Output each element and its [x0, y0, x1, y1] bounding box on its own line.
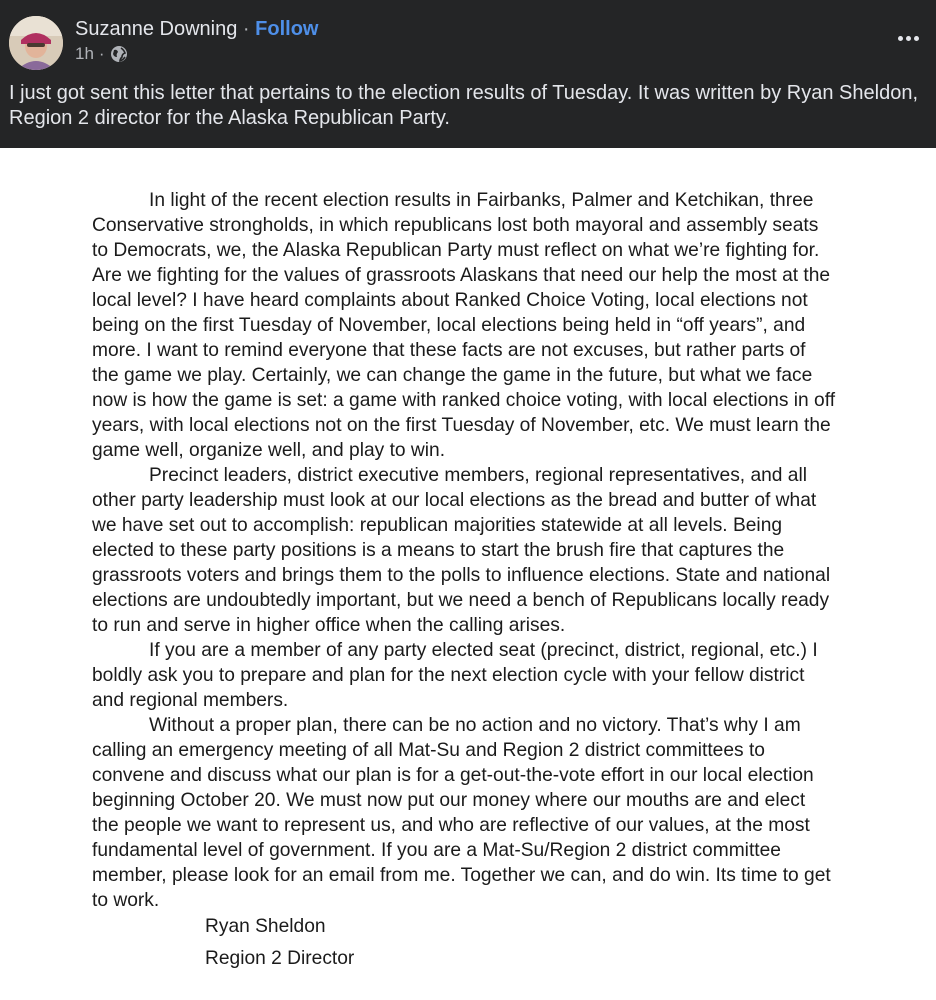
author-line — [75, 16, 318, 42]
globe-icon — [110, 45, 128, 63]
author-name[interactable]: Suzanne Downing — [75, 18, 238, 40]
meta-separator: · — [98, 44, 105, 63]
more-dot — [906, 36, 911, 41]
follow-button[interactable]: Follow — [255, 18, 319, 40]
letter-paragraph-2: Precinct leaders, district executive members, regional representatives, and all other party leadership must look at our local elections as the bread and butter of what we have set out to accomplish: republican majorities statewide at all levels. Being elected to these party positions is a means to start the brush fire that captures the grassroots voters and brings them to the polls to influence elections. State and national elections are undoubtedly important, but we need a bench of Republicans locally ready to run and serve in higher office when the calling arises. — [92, 465, 831, 636]
letter-paragraph-3: If you are a member of any party elected seat (precinct, district, regional, etc.) I boldly ask you to prepare and plan for the next election cycle with your fellow district and regional members. — [92, 640, 818, 711]
post-header — [0, 0, 936, 148]
letter-paragraph-4: Without a proper plan, there can be no action and no victory. That’s why I am calling an emergency meeting of all Mat-Su and Region 2 district committees to convene and discuss what our plan is for a get-out-the-vote effort in our local election beginning October 20. We must now put our money where our mouths are and elect the people we want to represent us, and who are reflective of our values, at the most fundamental level of government. If you are a Mat-Su/Region 2 district committee member, please look for an email from me. Together we can, and do win. Its time to get to work. — [92, 715, 831, 911]
signature-name: Ryan Sheldon — [205, 916, 326, 937]
post-timestamp[interactable]: 1h — [75, 44, 94, 63]
post-caption: I just got sent this letter that pertains to the election results of Tuesday. It was written by Ryan Sheldon, Region 2 director for the Alaska Republican Party. — [9, 82, 918, 129]
post-meta — [75, 42, 128, 66]
more-dot — [898, 36, 903, 41]
more-options-icon[interactable] — [894, 26, 922, 50]
more-dot — [914, 36, 919, 41]
letter-signature — [205, 914, 837, 971]
signature-title: Region 2 Director — [205, 948, 355, 969]
letter-image[interactable] — [92, 188, 837, 971]
header-separator: · — [242, 18, 250, 40]
author-avatar[interactable] — [9, 16, 63, 70]
avatar-photo — [9, 16, 63, 70]
letter-paragraph-1: In light of the recent election results in Fairbanks, Palmer and Ketchikan, three Conservative strongholds, in which republicans lost both mayoral and assembly seats to Democrats, we, the Alaska Republican Party must reflect on what we’re fighting for. Are we fighting for the values of grassroots Alaskans that need our help the most at the local level? I have heard complaints about Ranked Choice Voting, local elections not being on the first Tuesday of November, local elections being held in “off years”, and more. I want to remind everyone that these facts are not excuses, but rather parts of the game we play. Certainly, we can change the game in the future, but what we face now is how the game is set: a game with ranked choice voting, with local elections in off years, with local elections not on the first Tuesday of November, etc. We must learn the game well, organize well, and play to win. — [92, 190, 836, 461]
